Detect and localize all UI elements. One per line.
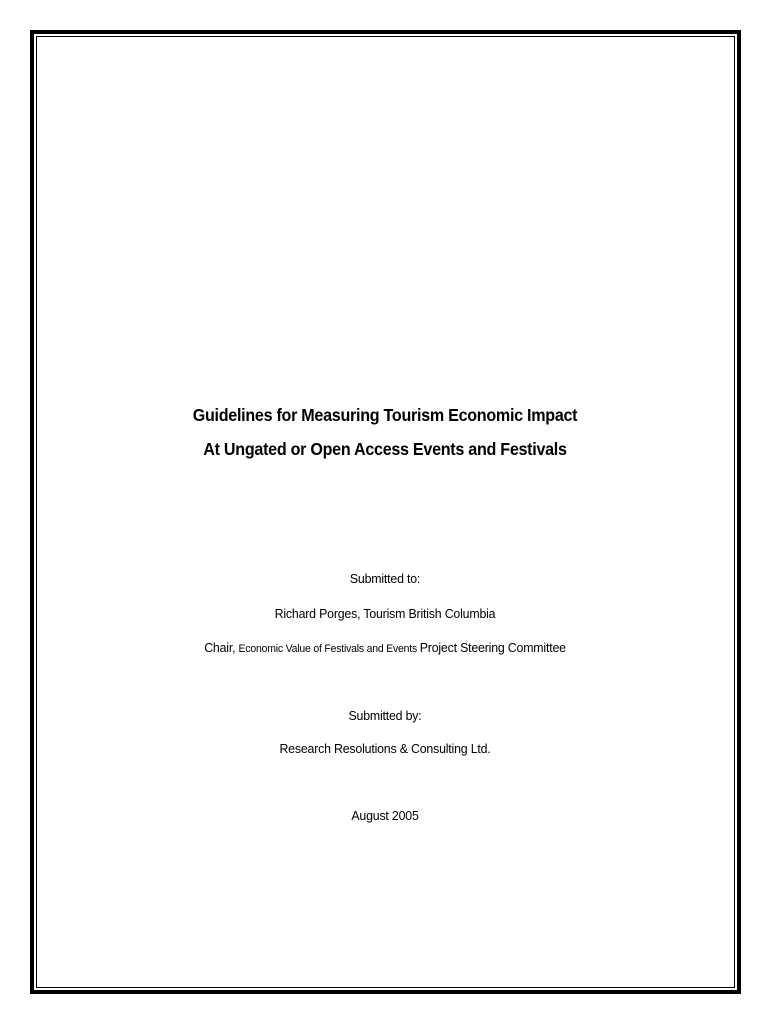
title-line-2: At Ungated or Open Access Events and Festivals [203, 439, 567, 459]
recipient-role [19, 640, 751, 655]
submitted-by-label: Submitted by: [348, 708, 422, 723]
recipient-role-suffix: Project Steering Committee [419, 640, 566, 655]
recipient: Richard Porges, Tourism British Columbia [274, 606, 496, 621]
document-title [0, 398, 770, 466]
document-date: August 2005 [351, 808, 419, 823]
recipient-role-middle: Economic Value of Festivals and Events [238, 643, 420, 655]
recipient-role-prefix: Chair, [204, 640, 239, 655]
title-line-1: Guidelines for Measuring Tourism Economic Impact [192, 405, 578, 425]
submitted-to-label: Submitted to: [349, 571, 421, 586]
submitter: Research Resolutions & Consulting Ltd. [279, 741, 491, 756]
page-border-inner [36, 36, 735, 988]
